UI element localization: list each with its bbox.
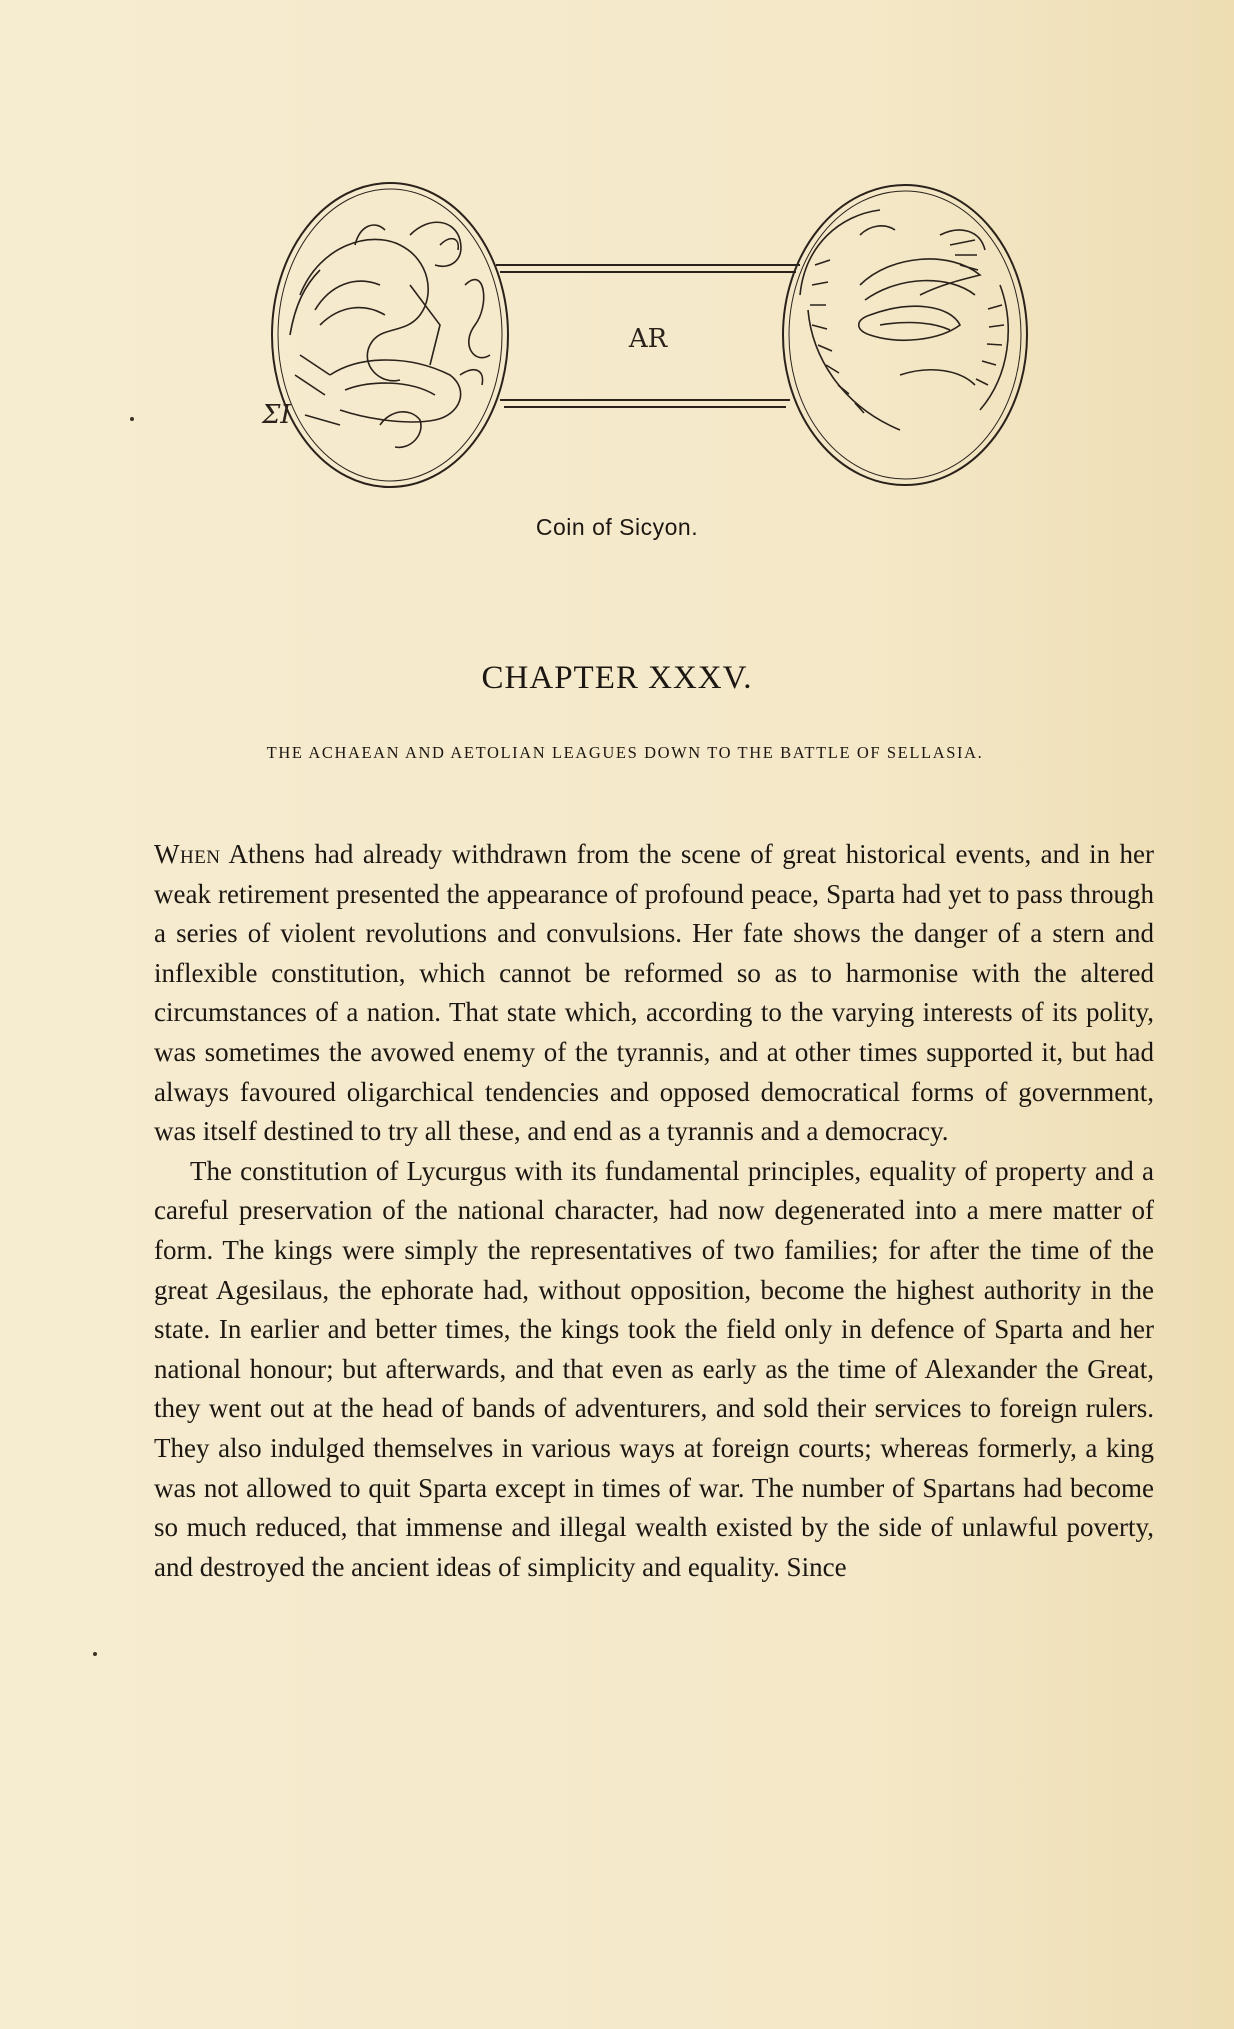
monogram-mark: ΣΙ bbox=[262, 400, 291, 430]
ink-speck bbox=[130, 417, 134, 421]
paragraph bbox=[154, 835, 1154, 1152]
reverse-coin-outline bbox=[783, 185, 1027, 485]
coin-illustration bbox=[260, 175, 1040, 495]
chapter-body bbox=[154, 835, 1154, 1587]
ink-speck bbox=[93, 1652, 97, 1656]
denomination-mark: AR bbox=[628, 324, 668, 354]
chapter-subtitle: THE ACHAEAN AND AETOLIAN LEAGUES DOWN TO THE BATTLE OF SELLASIA. bbox=[266, 743, 984, 762]
lead-word: When bbox=[154, 839, 221, 869]
obverse-coin-outline bbox=[272, 183, 508, 487]
paragraph: The constitution of Lycurgus with its fundamental principles, equality of property and a careful preservation of the national character, had now degenerated into a mere matter of form. The kings were simply the representatives of two families; for after the time of the great Agesilaus, the ephorate had, without opposition, become the highest authority in the state. In earlier and better times, the kings took the field only in defence of Sparta and her national honour; but afterwards, and that even as early as the time of Alexander the Great, they went out at the head of bands of adventurers, and sold their services to foreign rulers. They also indulged themselves in various ways at foreign courts; whereas formerly, a king was not allowed to quit Sparta except in times of war. The number of Spartans had become so much reduced, that immense and illegal wealth existed by the side of unlawful poverty, and destroyed the ancient ideas of simplicity and equality. Since bbox=[154, 1155, 1154, 1582]
figure-caption: Coin of Sicyon. bbox=[535, 514, 699, 540]
chapter-title: CHAPTER XXXV. bbox=[481, 660, 753, 696]
chimaera-engraving bbox=[290, 222, 490, 447]
paragraph-text: Athens had already withdrawn from the scene of great historical events, and in her weak retirement presented the appearance of profound peace, Sparta had yet to pass through a series of violent revolutions and convulsions. Her fate shows the danger of a stern and inflexible constitution, which cannot be reformed so as to harmonise with the altered circumstances of a nation. That state which, according to the varying interests of its polity, was sometimes the avowed enemy of the tyrannis, and at other times supported it, but had always favoured oligarchical tendencies and opposed democratical forms of government, was itself destined to try all these, and end as a tyrannis and a democracy. bbox=[154, 839, 1154, 1147]
coin-svg bbox=[260, 175, 1040, 495]
dove-wreath-engraving bbox=[800, 210, 1008, 430]
